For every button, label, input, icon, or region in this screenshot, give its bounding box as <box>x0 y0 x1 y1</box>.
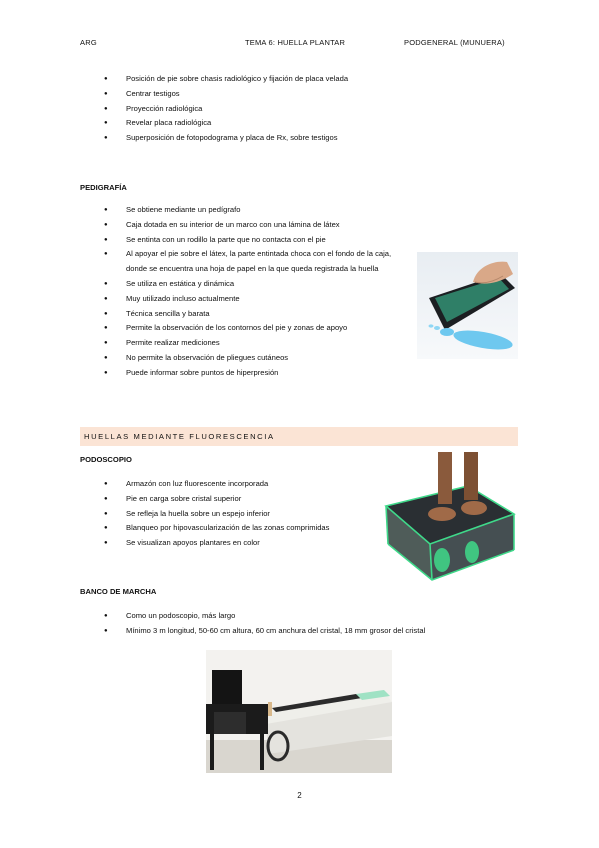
list-item: ● Permite realizar mediciones <box>104 336 402 351</box>
banco-heading: BANCO DE MARCHA <box>80 587 157 596</box>
top-list <box>104 72 434 146</box>
header-right: PODGENERAL (MUNUERA) <box>404 38 505 47</box>
list-item: ● Se utiliza en estática y dinámica <box>104 277 402 292</box>
pedigrafia-list <box>104 203 402 381</box>
list-item: ● Se refleja la huella sobre un espejo inferior <box>104 507 384 522</box>
section-title: HUELLAS MEDIANTE FLUORESCENCIA <box>84 432 275 441</box>
list-item: ● Como un podoscopio, más largo <box>104 609 504 624</box>
list-item: ● Permite la observación de los contornos del pie y zonas de apoyo <box>104 321 402 336</box>
list-item: ● Proyección radiológica <box>104 102 434 117</box>
list-item: ● Pie en carga sobre cristal superior <box>104 492 384 507</box>
list-item: ● Muy utilizado incluso actualmente <box>104 292 402 307</box>
list-item: ● Mínimo 3 m longitud, 50-60 cm altura, 60 cm anchura del cristal, 18 mm grosor del cristal <box>104 624 504 639</box>
list-item: ● Se visualizan apoyos plantares en color <box>104 536 384 551</box>
list-item: ● Revelar placa radiológica <box>104 116 434 131</box>
section-band <box>80 427 518 446</box>
header-left: ARG <box>80 38 97 47</box>
list-item: ● Centrar testigos <box>104 87 434 102</box>
list-item: ● Se entinta con un rodillo la parte que no contacta con el pie <box>104 233 402 248</box>
page-number: 2 <box>297 791 302 800</box>
podoscopio-list <box>104 477 384 551</box>
pedigrafia-heading: PEDIGRAFÍA <box>80 183 127 192</box>
list-item: ● Posición de pie sobre chasis radiológico y fijación de placa velada <box>104 72 434 87</box>
list-item: ● Superposición de fotopodograma y placa de Rx, sobre testigos <box>104 131 434 146</box>
list-item: ● No permite la observación de pliegues cutáneos <box>104 351 402 366</box>
banco-list <box>104 609 504 639</box>
list-item: ● Al apoyar el pie sobre el látex, la parte entintada choca con el fondo de la caja, donde se encuentra una hoja de papel en la que queda registrada la huella <box>104 247 402 277</box>
list-item: ● Puede informar sobre puntos de hiperpresión <box>104 366 402 381</box>
podoscopio-heading: PODOSCOPIO <box>80 455 132 464</box>
podoscopio-photo <box>380 452 520 582</box>
pedigrafo-photo <box>417 252 518 359</box>
list-item: ● Se obtiene mediante un pedígrafo <box>104 203 402 218</box>
list-item: ● Técnica sencilla y barata <box>104 307 402 322</box>
list-item: ● Caja dotada en su interior de un marco con una lámina de látex <box>104 218 402 233</box>
header-center: TEMA 6: HUELLA PLANTAR <box>245 38 346 47</box>
list-item: ● Blanqueo por hipovascularización de las zonas comprimidas <box>104 521 384 536</box>
banco-marcha-photo <box>206 650 392 773</box>
list-item: ● Armazón con luz fluorescente incorporada <box>104 477 384 492</box>
